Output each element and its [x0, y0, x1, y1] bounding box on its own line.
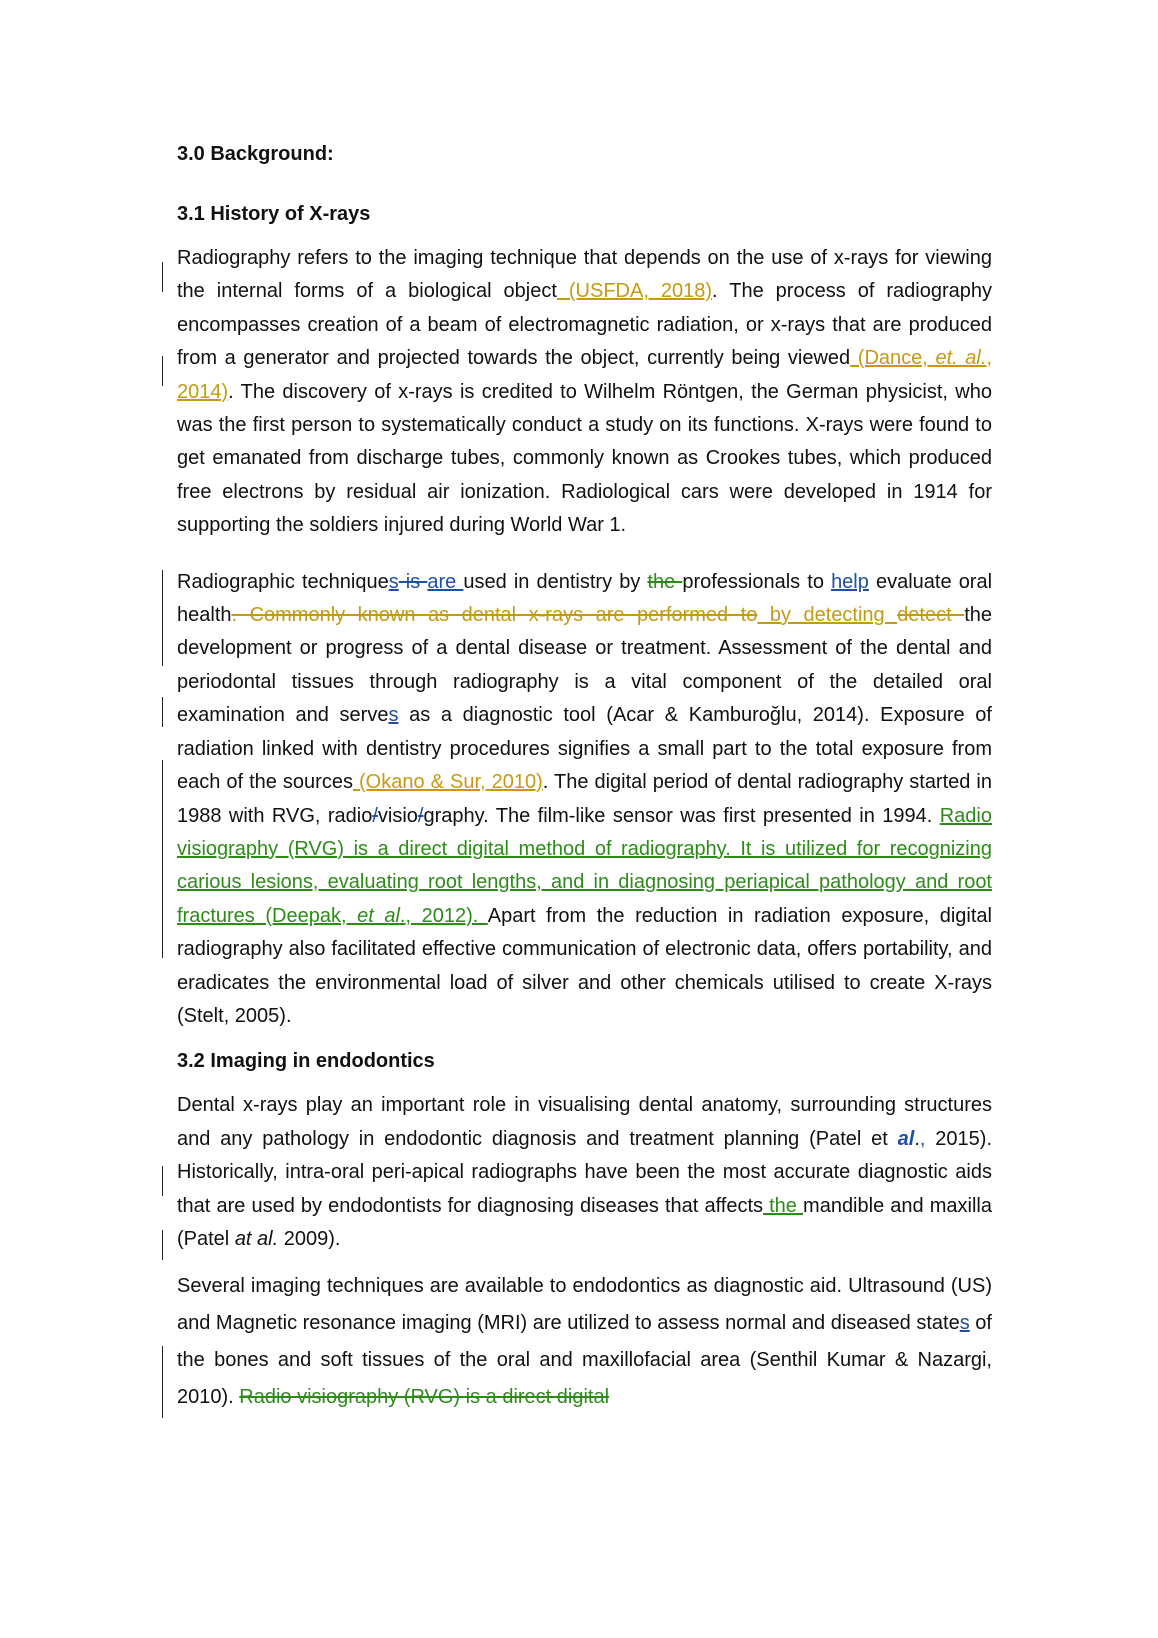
insertion: are: [427, 570, 464, 593]
change-bar: [162, 1346, 163, 1418]
change-bar: [162, 697, 163, 727]
section-heading-background: 3.0 Background:: [177, 143, 334, 165]
inserted-citation: (Okano & Sur, 2010): [352, 771, 543, 794]
document-page: [177, 140, 992, 1416]
insertion: help: [831, 570, 869, 593]
section-heading-endodontics: 3.2 Imaging in endodontics: [177, 1050, 435, 1073]
deletion: the: [647, 570, 683, 593]
insertion: ,: [919, 1127, 926, 1150]
insertion: s: [388, 704, 399, 727]
deletion: /: [372, 804, 378, 827]
change-bar: [162, 262, 163, 292]
insertion: by detecting: [757, 604, 898, 627]
paragraph-history: Radiography refers to the imaging technique that depends on the use of x-rays for viewing the internal forms of a biological object (USFDA, 2018). The process of radiography encompasses creation of a beam of electromagnetic radiation, or x-rays that are produced from a generator and projected towards the object, currently being viewed (Dance, et. al., 2014). The discovery of x-rays is credited to Wilhelm Röntgen, the German physicist, who was the first person to systematically conduct a study on its functions. X-rays were found to get emanated from discharge tubes, commonly known as Crookes tubes, which produced free electrons by residual air ionization. Radiological cars were developed in 1914 for supporting the soldiers injured during World War 1.: [177, 247, 992, 537]
insertion: s: [959, 1312, 970, 1335]
change-bar: [162, 356, 163, 386]
formatting-change: al: [897, 1127, 915, 1150]
change-bar: [162, 760, 163, 958]
insertion: s: [388, 570, 399, 593]
paragraph-imaging-techniques: Several imaging techniques are available to endodontics as diagnostic aid. Ultrasound (US) and Magnetic resonance imaging (MRI) are utilized to assess normal and diseased states of the bones and soft tissues of the oral and maxillofacial area (Senthil Kumar & Nazargi, 2010). Radio visiography (RVG) is a direct digital: [177, 1275, 992, 1409]
section-heading-history: 3.1 History of X-rays: [177, 203, 371, 225]
paragraph-dentistry: Radiographic techniques is are used in dentistry by the professionals to help evaluate oral health. Commonly known as dental x-rays are performed to by detecting detect the development or progress of a dental disease or treatment. Assessment of the dental and periodontal tissues through radiography is a vital component of the detailed oral examination and serves as a diagnostic tool (Acar & Kamburoğlu, 2014). Exposure of radiation linked with dentistry procedures signifies a small part to the total exposure from each of the sources (Okano & Sur, 2010). The digital period of dental radiography started in 1988 with RVG, radio/visio/graphy. The film-like sensor was first presented in 1994. Radio visiography (RVG) is a direct digital method of radiography. It is utilized for recognizing carious lesions, evaluating root lengths, and in diagnosing periapical pathology and root fractures (Deepak, et al., 2012). Apart from the reduction in radiation exposure, digital radiography also facilitated effective communication of electronic data, offers portability, and eradicates the environmental load of silver and other chemicals utilised to create X-rays (Stelt, 2005).: [177, 570, 993, 1027]
paragraph-endodontics: Dental x-rays play an important role in visualising dental anatomy, surrounding structures and any pathology in endodontic diagnosis and treatment planning (Patel et al., 2015). Historically, intra-oral peri-apical radiographs have been the most accurate diagnostic aids that are used by endodontists for diagnosing diseases that affects the mandible and maxilla (Patel at al. 2009).: [177, 1094, 993, 1250]
change-bar: [162, 1230, 163, 1260]
change-bar: [162, 1166, 163, 1196]
deletion: . Commonly known as dental x-rays are performed to: [231, 604, 758, 627]
deletion: detect: [897, 604, 965, 627]
insertion: the: [763, 1194, 804, 1217]
deletion: is: [398, 570, 428, 593]
deletion: Radio visiography (RVG) is a direct digital: [239, 1386, 610, 1409]
inserted-citation: (USFDA, 2018): [556, 280, 713, 303]
inserted-sentence: Radio visiography (RVG) is a direct digital method of radiography. It is utilized for recognizing carious lesions, evaluating root lengths, and in diagnosing periapical pathology and root fractures (Deepak, et al., 2012).: [177, 804, 992, 927]
inserted-citation: (Dance, et. al., 2014): [177, 347, 992, 403]
deletion: /: [417, 804, 424, 827]
change-bar: [162, 570, 163, 666]
